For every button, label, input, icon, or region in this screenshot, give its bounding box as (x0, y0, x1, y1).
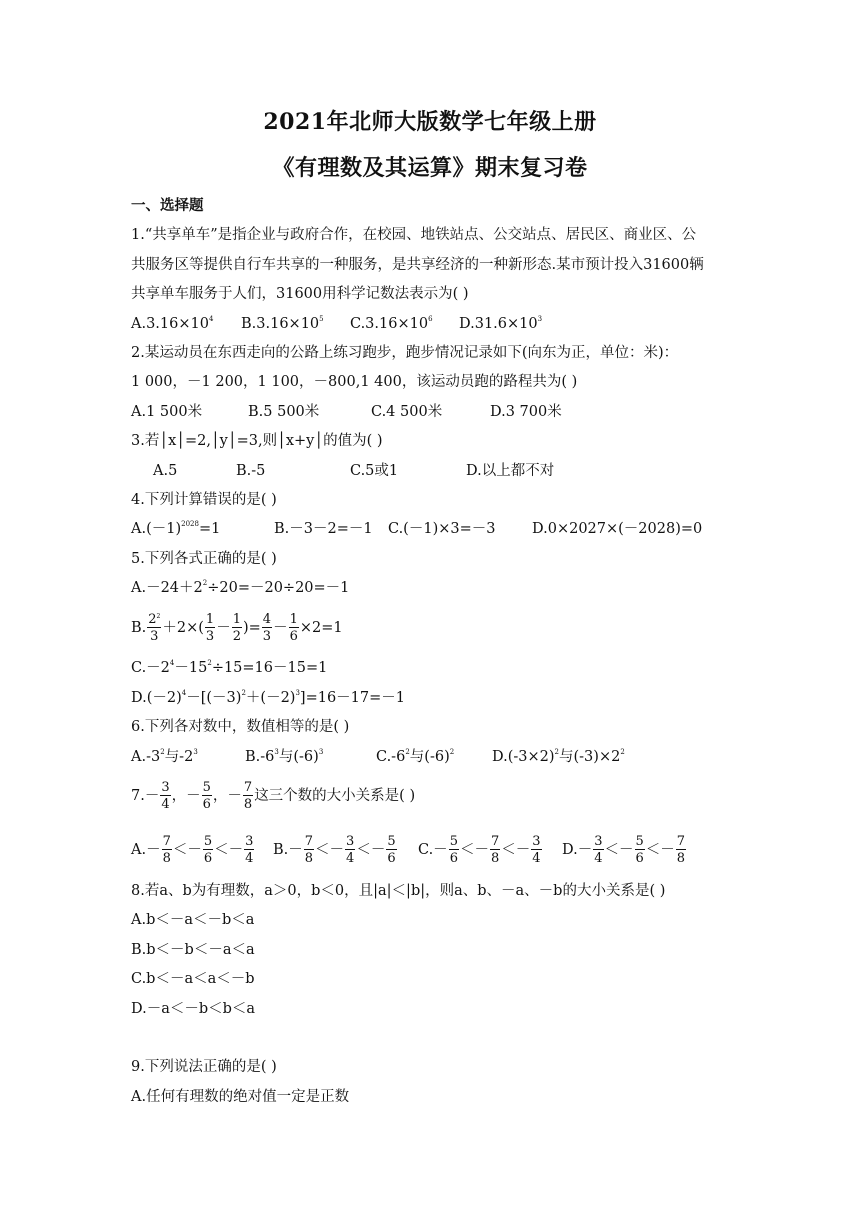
question-8-line-1: 8.若a、b为有理数，a＞0，b＜0，且|a|＜|b|，则a、b、－a、－b的大小关系是( ) (131, 883, 666, 899)
question-4-option-d: D.0×2027×(－2028)=0 (532, 521, 703, 537)
fraction: $\frac{3}{4}$ (161, 780, 170, 812)
question-3-option-b: B.-5 (236, 463, 266, 479)
question-1-line-2: 共服务区等提供自行车共享的一种服务，是共享经济的一种新形态.某市预计投入31600辆 (131, 257, 704, 273)
question-5-line-1: 5.下列各式正确的是( ) (131, 551, 277, 567)
question-7-option-c: C.－ $\frac{5}{6}$ ＜－ $\frac{7}{8}$ ＜－ $\frac{3}{4}$ (418, 834, 541, 866)
question-7-option-a: A.－ $\frac{7}{8}$ ＜－ $\frac{5}{6}$ ＜－ $\frac{3}{4}$ (131, 834, 254, 866)
question-1-line-3: 共享单车服务于人们，31600用科学记数法表示为( ) (131, 286, 469, 302)
question-8-option-c: C.b＜－a＜a＜－b (131, 971, 255, 987)
fraction: $\frac{5}{6}$ (387, 834, 396, 866)
question-1-option-a: $A.3.16\times 10^4$ (131, 315, 214, 332)
question-2-option-c: C.4 500米 (371, 404, 443, 420)
question-7-line-1: 7.－ $\frac{3}{4}$ ，－ $\frac{5}{6}$ ，－ $\frac{7}{8}$ 这三个数的大小关系是( ) (131, 780, 416, 812)
question-3-option-d: D.以上都不对 (466, 463, 555, 479)
fraction: $\frac{7}{8}$ (490, 834, 500, 866)
question-5-option-c: $C.-2^4-15^2\div 15=16-15=1$ (131, 659, 328, 676)
question-3-line-1: 3.若│x│=2,│y│=3,则│x+y│的值为( ) (131, 433, 383, 449)
fraction: $\frac{7}{8}$ (243, 780, 253, 812)
question-1-option-d: $D.31.6\times 10^3$ (459, 315, 543, 332)
question-1-option-b: $B.3.16\times 10^5$ (241, 315, 324, 332)
fraction: $\frac{7}{8}$ (162, 834, 171, 866)
question-1-line-1: 1.“共享单车”是指企业与政府合作，在校园、地铁站点、公交站点、居民区、商业区、公 (131, 227, 697, 243)
question-5-option-b: B. $\frac{2^2}{3}$ ＋2×( $\frac{1}{3}$ － $\frac{1}{2}$ )= $\frac{4}{3}$ － $\frac{1}{6}$ ×2=1 (131, 612, 343, 644)
question-6-line-1: 6.下列各对数中，数值相等的是( ) (131, 719, 350, 735)
question-4-option-b: B.－3－2=－1 (274, 521, 373, 537)
question-6-option-b: $B.-6^3$与$(-6)^3$ (245, 748, 324, 765)
fraction: $\frac{7}{8}$ (304, 834, 314, 866)
document-title: 2021年北师大版数学七年级上册 (263, 109, 597, 135)
document-subtitle: 《有理数及其运算》期末复习卷 (272, 155, 588, 181)
section-heading: 一、选择题 (131, 197, 204, 214)
fraction: $\frac{5}{6}$ (203, 834, 213, 866)
question-7-option-d: D.－ $\frac{3}{4}$ ＜－ $\frac{5}{6}$ ＜－ $\frac{7}{8}$ (562, 834, 686, 866)
question-5-option-d: $D.(-2)^4-[(-3)^2+(-2)^3]=16-17=-1$ (131, 689, 406, 706)
question-9-option-a: A.任何有理数的绝对值一定是正数 (131, 1089, 350, 1105)
question-6-option-d: $D.(-3\times 2)^2$与$(-3)\times 2^2$ (492, 748, 625, 765)
fraction: $\frac{1}{3}$ (205, 612, 215, 644)
fraction: $\frac{3}{4}$ (532, 834, 541, 866)
question-2-line-2: 1 000，－1 200，1 100，－800,1 400，该运动员跑的路程共为( ) (131, 374, 578, 390)
question-4-option-c: C.(－1)×3=－3 (388, 521, 496, 537)
fraction: $\frac{5}{6}$ (202, 780, 211, 812)
question-2-line-1: 2.某运动员在东西走向的公路上练习跑步，跑步情况记录如下(向东为正，单位：米)： (131, 345, 679, 361)
fraction: $\frac{3}{4}$ (594, 834, 603, 866)
question-3-option-c: C.5或1 (350, 463, 399, 479)
question-8-option-d: D.－a＜－b＜b＜a (131, 1001, 256, 1017)
fraction: $\frac{1}{2}$ (232, 612, 241, 644)
question-4-line-1: 4.下列计算错误的是( ) (131, 492, 277, 508)
fraction: $\frac{2^2}{3}$ (148, 612, 161, 644)
fraction: $\frac{5}{6}$ (635, 834, 644, 866)
question-5-option-a: $A.-24+2^2\div 20=-20\div 20=-1$ (131, 579, 350, 596)
question-6-option-c: $C.-6^2$与$(-6)^2$ (376, 748, 455, 765)
fraction: $\frac{4}{3}$ (262, 612, 272, 644)
question-8-option-a: A.b＜－a＜－b＜a (131, 912, 255, 928)
fraction: $\frac{5}{6}$ (449, 834, 458, 866)
fraction: $\frac{7}{8}$ (676, 834, 686, 866)
fraction: $\frac{1}{6}$ (289, 612, 298, 644)
question-6-option-a: $A.-3^2$与$-2^3$ (131, 748, 198, 765)
question-1-option-c: $C.3.16\times 10^6$ (350, 315, 433, 332)
question-4-option-a: $A.(-1)^{2028}=1$ (131, 520, 221, 537)
question-7-option-b: B.－ $\frac{7}{8}$ ＜－ $\frac{3}{4}$ ＜－ $\frac{5}{6}$ (273, 834, 396, 866)
question-9-line-1: 9.下列说法正确的是( ) (131, 1059, 277, 1075)
question-3-option-a: A.5 (153, 463, 178, 479)
fraction: $\frac{3}{4}$ (346, 834, 355, 866)
fraction: $\frac{3}{4}$ (245, 834, 254, 866)
question-8-option-b: B.b＜－b＜－a＜a (131, 942, 255, 958)
question-2-option-a: A.1 500米 (131, 404, 203, 420)
question-2-option-d: D.3 700米 (490, 404, 562, 420)
question-2-option-b: B.5 500米 (248, 404, 320, 420)
